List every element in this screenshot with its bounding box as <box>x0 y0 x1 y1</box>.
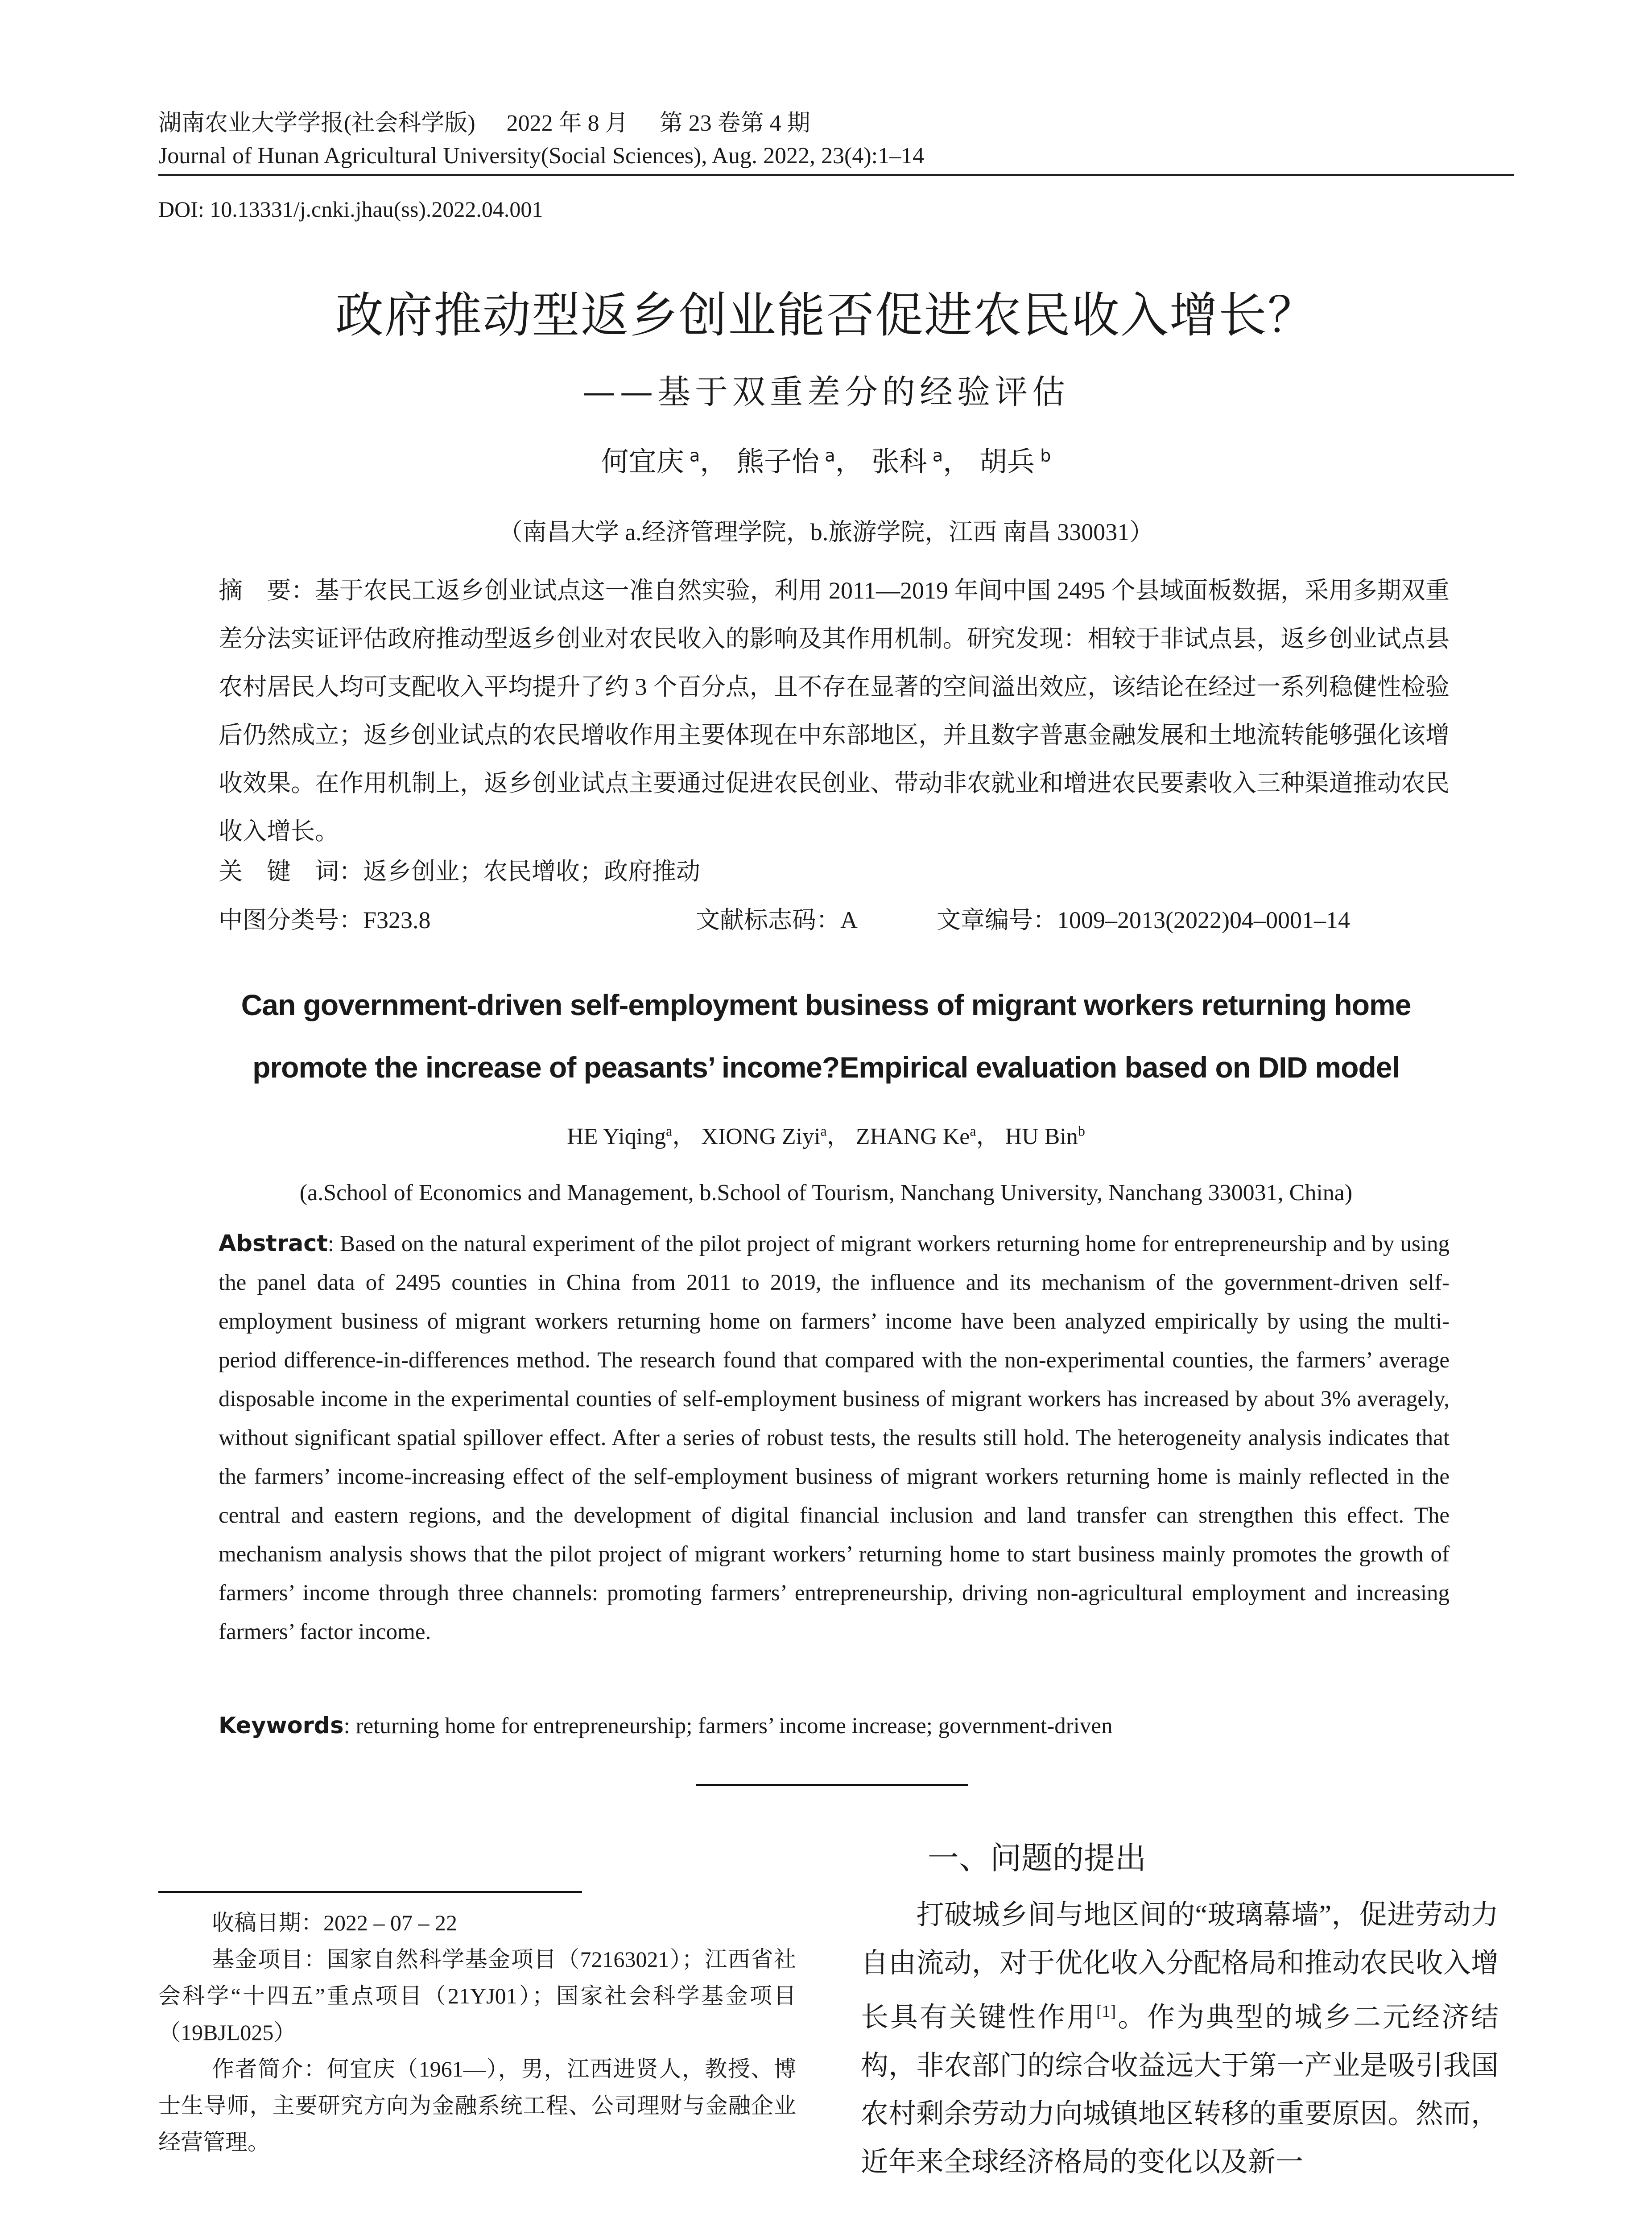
author-affil-mark: b <box>1040 446 1051 466</box>
author-name: XIONG Ziyi <box>701 1124 821 1149</box>
author-bio-text: 何宜庆（1961—），男，江西进贤人，教授、博士生导师，主要研究方向为金融系统工程、公司理财与金融企业经营管理。 <box>158 2057 796 2155</box>
body-text-part1: 打破城乡间与地区间的“玻璃幕墙”，促进劳动力自由流动，对于优化收入分配格局和推动农民收入增长具有关键性作用 <box>861 1900 1499 2033</box>
author-bio-label: 作者简介： <box>212 2056 327 2082</box>
keywords-cn <box>219 847 1450 896</box>
journal-issue-cn: 第 23 卷第 4 期 <box>659 111 810 136</box>
author-affil-mark: a <box>825 446 835 466</box>
author-name: 张科 <box>871 445 927 478</box>
authors-cn: 何宜庆 $^a$， 熊子怡 $^a$， 张科 $^a$， 胡兵 $^b$ <box>601 445 1051 478</box>
abstract-label-cn: 摘 要： <box>219 576 315 604</box>
affiliation-cn: （南昌大学 a.经济管理学院，b.旅游学院，江西 南昌 330031） <box>498 519 1154 545</box>
paper-title-en-line1: Can government-driven self-employment business of migrant workers returning home <box>241 988 1411 1021</box>
author-name: 何宜庆 <box>601 445 684 478</box>
doc-code-value: A <box>840 907 858 933</box>
footnote-received <box>158 1904 796 1941</box>
author-affil-mark: a <box>970 1123 976 1139</box>
author-name: ZHANG Ke <box>855 1124 970 1149</box>
doi: DOI: 10.13331/j.cnki.jhau(ss).2022.04.001 <box>158 197 543 222</box>
clc-label: 中图分类号： <box>219 906 363 934</box>
article-number <box>937 901 1350 935</box>
journal-header-cn <box>158 109 842 138</box>
header-rule <box>158 174 1514 176</box>
abstract-label-en: Abstract <box>219 1231 328 1257</box>
footnote-rule <box>158 1891 582 1893</box>
citation-mark: [1] <box>1096 2002 1116 2021</box>
author-name: HU Bin <box>1005 1124 1078 1149</box>
body-text-part2: 。作为典型的城乡二元经济结构，非农部门的综合收益远大于第一产业是吸引我国农村剩余劳动力向城镇地区转移的重要原因。然而，近年来全球经济格局的变化以及新一 <box>861 2002 1499 2177</box>
journal-date-cn: 2022 年 8 月 <box>506 111 628 136</box>
keywords-label-cn: 关 键 词： <box>219 857 363 885</box>
author-affil-mark: a <box>820 1123 827 1139</box>
footnote-author-bio <box>158 2051 796 2160</box>
clc-number <box>219 901 431 935</box>
authors-en: HE Yiqing$^a$， XIONG Ziyi$^a$， ZHANG Ke$^a$， HU Bin$^b$ <box>567 1123 1085 1149</box>
fund-label: 基金项目： <box>212 1946 327 1972</box>
footnote-fund <box>158 1941 796 2051</box>
article-no-value: 1009–2013(2022)04–0001–14 <box>1057 907 1350 933</box>
footnotes <box>158 1904 796 2160</box>
keywords-label-en: Keywords <box>219 1713 344 1739</box>
section-separator <box>696 1784 968 1786</box>
paper-title-en-line2: promote the increase of peasants’ income?Empirical evaluation based on DID model <box>252 1051 1400 1084</box>
fund-text: 国家自然科学基金项目（72163021）；江西省社会科学“十四五”重点项目（21YJ01）；国家社会科学基金项目（19BJL025） <box>158 1947 797 2045</box>
clc-value: F323.8 <box>363 907 431 933</box>
abstract-cn <box>219 566 1450 855</box>
affiliation-en: (a.School of Economics and Management, b.School of Tourism, Nanchang University, Nanchang 330031, China) <box>299 1180 1353 1206</box>
author-affil-mark: a <box>690 446 700 466</box>
abstract-text-en: : Based on the natural experiment of the pilot project of migrant workers returning home for entrepreneurship and by using the panel data of 2495 counties in China from 2011 to 2019, the influence and its mechanism of the government-driven self-employment business of migrant workers returning home on farmers’ income have been analyzed empirically by using the multi-period difference-in-differences method. The research found that compared with the non-experimental counties, the farmers’ average disposable income in the experimental counties of self-employment business of migrant workers has increased by about 3% averagely, without significant spatial spillover effect. After a series of robust tests, the results still hold. The heterogeneity analysis indicates that the farmers’ income-increasing effect of the self-employment business of migrant workers returning home is mainly reflected in the central and eastern regions, and the development of digital financial inclusion and land transfer can strengthen this effect. The mechanism analysis shows that the pilot project of migrant workers’ returning home to start business mainly promotes the growth of farmers’ income through three channels: promoting farmers’ entrepreneurship, driving non-agricultural employment and increasing farmers’ factor income. <box>219 1231 1450 1644</box>
document-code <box>696 901 858 935</box>
keywords-text-cn: 返乡创业；农民增收；政府推动 <box>363 858 700 885</box>
section-body-text <box>861 1891 1499 2186</box>
author-name: 熊子怡 <box>736 445 820 478</box>
abstract-text-cn: 基于农民工返乡创业试点这一准自然实验，利用 2011—2019 年间中国 2495 个县域面板数据，采用多期双重差分法实证评估政府推动型返乡创业对农民收入的影响及其作用机制。研究发现：相较于非试点县，返乡创业试点县农村居民人均可支配收入平均提升了约 3 个百分点，且不存在显著的空间溢出效应，该结论在经过一系列稳健性检验后仍然成立；返乡创业试点的农民增收作用主要体现在中东部地区，并且数字普惠金融发展和土地流转能够强化该增收效果。在作用机制上，返乡创业试点主要通过促进农民创业、带动非农就业和增进农民要素收入三种渠道推动农民收入增长。 <box>219 577 1450 845</box>
doc-code-label: 文献标志码： <box>696 906 840 934</box>
paper-subtitle-cn: ——基于双重差分的经验评估 <box>582 373 1070 411</box>
author-name: HE Yiqing <box>567 1124 666 1149</box>
journal-header-en: Journal of Hunan Agricultural University(Social Sciences), Aug. 2022, 23(4):1–14 <box>158 143 925 169</box>
received-label: 收稿日期： <box>212 1910 323 1936</box>
author-affil-mark: b <box>1078 1123 1085 1139</box>
keywords-en <box>219 1713 1450 1739</box>
received-date: 2022 – 07 – 22 <box>323 1910 457 1935</box>
author-name: 胡兵 <box>979 445 1035 478</box>
article-no-label: 文章编号： <box>937 906 1057 934</box>
author-affil-mark: a <box>932 446 943 466</box>
abstract-en <box>219 1224 1450 1652</box>
section-heading: 一、问题的提出 <box>928 1840 1146 1876</box>
author-affil-mark: a <box>666 1123 673 1139</box>
paper-title-cn: 政府推动型返乡创业能否促进农民收入增长？ <box>335 288 1317 343</box>
keywords-text-en: : returning home for entrepreneurship; farmers’ income increase; government-driven <box>343 1714 1113 1739</box>
journal-name-cn: 湖南农业大学学报(社会科学版) <box>158 111 475 136</box>
